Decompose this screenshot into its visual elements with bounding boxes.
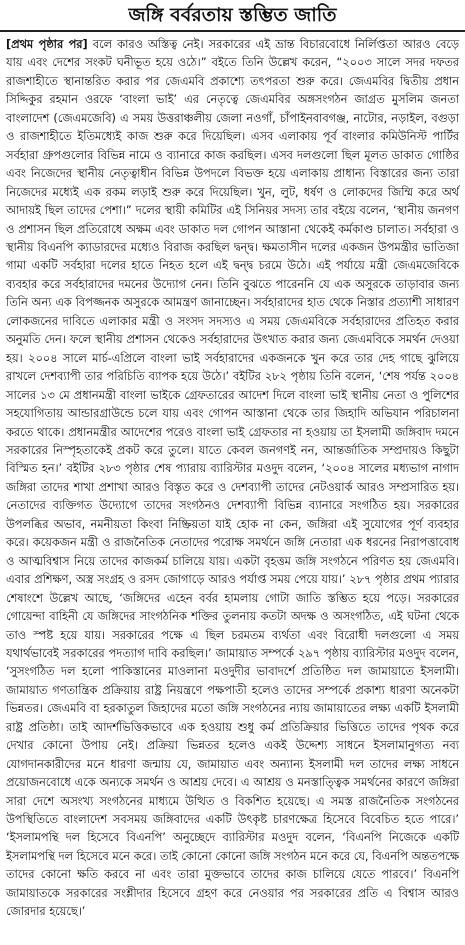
headline: জঙ্গি বর্বরতায় স্তম্ভিত জাতি [128,3,337,26]
headline-box [0,0,465,32]
continued-from-label: [প্রথম পৃষ্ঠার পর] [6,38,88,51]
article-body [6,36,459,922]
article-text: বলে কারও অস্তিত্ব নেই। সরকারের এই ভ্রান্ত বিচারবোধে নির্লিপ্ততা আরও বেড়ে যায় এবং দেশের সংকট ঘনীভূত হয়ে ওঠে।” বইতে তিনি উল্লেখ করেন, “২০০৩ সালে সদর দফতর রাজশাহীতে স্থানান্তরিত করার পর জেএমবি প্রকাশ্যে তৎপরতা শুরু করে। জেএমবির দ্বিতীয় প্রধান সিদ্দিকুর রহমান ওরফে ‘বাংলা ভাই’ এর নেতৃত্বে জেএমবির অঙ্গসংগঠন জাগ্রত মুসলিম জনতা বাংলাদেশ (জেএমজেবি) এ সময় উত্তরাঞ্চলীয় জেলা নওগাঁ, চাঁপাইনবাবগঞ্জ, নাটোর, নড়াইল, বগুড়া ও রাজশাহীতে ইতিমধ্যেই কাজ শুরু করে দিয়েছিল। এসব এলাকায় পূর্ব বাংলার কমিউনিস্ট পার্টির সর্বহারা গ্রুপগুলোর বিভিন্ন নামে ও ব্যানারে কাজ করছিল। এসব দলগুলো ছিল মূলত ডাকাত গোষ্ঠির এবং নিজেদের স্থানীয় নেতৃত্বাধীন বিভিন্ন উপদলে বিভক্ত হয়ে এলাকায় প্রাধান্য বিস্তারের জন্য তারা নিজেদের মধ্যেই এক রকম লড়াই শুরু করে দিয়েছিল। খুন, লুট, ধর্ষণ ও লোকদের জিম্মি করে অর্থ আদায়ই ছিল তাদের পেশা।” দলের স্থায়ী কমিটির এই সিনিয়র সদস্য তার বইয়ে বলেন, ‘স্থানীয় জনগণ ও প্রশাসন ছিল প্রতিরোধে অক্ষম এবং ডাকাত দল গোপন আস্তানা থেকেই কর্মকাণ্ড চালাত। সর্বহারা ও স্থানীয় বিএনপি ক্যাডারদের মধ্যেও বিরাজ করছিল দ্বন্দ্ব। ক্ষমতাসীন দলের একজন উপমন্ত্রীর ভাতিজা গামা একটি সর্বহারা দলের হাতে নিহত হলে এই দ্বন্দ্ব চরমে উঠে। এই পর্যায়ে মন্ত্রী জেএমজেবিকে ব্যবহার করে সর্বহারাদের দমনের উদ্যোগ নেন। তিনি বুঝতে পারেননি যে এক অসুরকে তাড়াবার জন্য তিনি অন্য এক বিপজ্জনক অসুরকে আমন্ত্রণ জানাচ্ছেন। সর্বহারাদের হাত থেকে নিস্তার প্রত্যাশী সাধারণ লোকজনের দাবিতে এলাকার মন্ত্রী ও সংসদ সদস্যও এ সময় জেএমবিকে সর্বহারাদের প্রতিহত করার অনুমতি দেন। ফলে স্থানীয় প্রশাসন থেকেও সর্বহারাদের উৎখাত করার জন্য জেএমবিকে সমর্থন দেওয়া হয়। ২০০৪ সালে মার্চ-এপ্রিলে বাংলা ভাই সর্বহারাদের একজনকে খুন করে তার দেহ গাছে ঝুলিয়ে রাখলে দেশব্যাপী তার পরিচিতি ব্যাপক হয়ে উঠে।’ বইটির ২৮২ পৃষ্ঠায় তিনি বলেন, ‘শেষ পর্যন্ত ২০০৪ সালের ১৩ মে প্রধানমন্ত্রী বাংলা ভাইকে গ্রেফতারের আদেশ দিলে বাংলা ভাই স্থানীয় নেতা ও পুলিশের সহযোগিতায় আন্ডারগ্রাউন্ডে চলে যায় এবং গোপন আস্তানা থেকে তার জিহাদি অভিযান পরিচালনা করতে থাকে। প্রধানমন্ত্রীর আদেশের পরেও বাংলা ভাই গ্রেফতার না হওয়ায় তা ইসলামী জঙ্গিবাদ দমনে সরকারের নিস্পৃহতাকেই প্রকট করে তুলে। যাতে কেবল জনগণই নন, আন্তর্জাতিক সম্প্রদায়ও কিছুটা বিস্মিত হন।’ বইটির ২৮৩ পৃষ্ঠার শেষ প্যারায় ব্যারিস্টার মওদুদ বলেন, ‘২০০৪ সালের মধ্যভাগ নাগাদ জঙ্গিরা তাদের শাখা প্রশাখা আরও বিস্তৃত করে ও দেশব্যাপী তাদের নেটওয়ার্ক আরও সম্প্রসারিত হয়। নেতাদের ব্যক্তিগত উদ্যোগে তাদের সংগঠনও দেশব্যাপী বিভিন্ন ব্যানারে সংগঠিত হয়। সরকারের উপলব্ধির অভাব, নমনীয়তা কিংবা নিষ্ক্রিয়তা যাই হোক না কেন, জঙ্গিরা এই সুযোগের পূর্ণ ব্যবহার করে। কয়েকজন মন্ত্রী ও রাজনৈতিক নেতাদের পরোক্ষ সমর্থনে জঙ্গি নেতারা এক ধরনের নিরাপত্তাবোধ ও আত্মবিশ্বাস নিয়ে তাদের কাজকর্ম চালিয়ে যায়। একটা বৃহত্তম জঙ্গি সংগঠনে পরিণত হয় জেএমবি। এবার প্রশিক্ষণ, অস্ত্র সংগ্রহ ও রসদ জোগাড়ে আরও পর্যাপ্ত সময় পেয়ে যায়।’ ২৮৭ পৃষ্ঠার প্রথম প্যারার শেষাংশে উল্লেখ আছে, ‘জঙ্গিদের এহেন বর্বর হামলায় গোটা জাতি স্তম্ভিত হয়ে পড়ে। সরকারের গোয়েন্দা বাহিনী যে জঙ্গিদের সাংগঠনিক শক্তির তুলনায় কতটা অদক্ষ ও অসংগঠিত, এই ঘটনা থেকে তাও স্পষ্ট হয়ে যায়। সরকারের পক্ষে এ ছিল চরমতম ব্যর্থতা এবং বিরোধী দলগুলো এ সময় যথার্থভাবেই সরকারের পদত্যাগ দাবি করছিল।’ জামায়াত সম্পর্কে ২৯৭ পৃষ্ঠায় ব্যারিস্টার মওদুদ বলেন, ‘সুসংগঠিত দল হলো পাকিস্তানের মাওলানা মওদুদীর ভাবাদর্শে প্রতিষ্ঠিত দল জামায়াতে ইসলামী। জামায়াত গণতান্ত্রিক প্রক্রিয়ায় রাষ্ট্র নিয়ন্ত্রণে পক্ষপাতী হলেও তাদের সম্পর্কে প্রকাশ্য ধারণা অনেকটা ভিন্নতর। জেএমবি বা হরকাতুল জিহাদের মতো জঙ্গি সংগঠনের ন্যায় জামায়াতের লক্ষ্য একটি ইসলামী রাষ্ট্র প্রতিষ্ঠা। তাই আদর্শভিত্তিকভাবে এক হওয়ায় শুধু কর্ম প্রতিক্রিয়ার ভিত্তিতে তাদের পৃথক করে দেখার কোনো উপায় নেই। প্রক্রিয়া ভিন্নতর হলেও একই উদ্দেশ্য সাধনে ইসলামানুগত্য নব্য যোগদানকারীদের মনে ধারণা জন্মায় যে, জামায়াত এবং অন্যান্য ইসলামী দল তাদের লক্ষ্য সাধনে প্রয়োজনবোধে একে অন্যকে সমর্থন ও আশ্রয় দেবে। এ আশ্রয় ও মনস্তাত্ত্বিক সমর্থনের কারণে জঙ্গিরা সারা দেশে অসংখ্য সংগঠনের মাধ্যমে উত্থিত ও বিকশিত হয়েছে। এ সমস্ত রাজনৈতিক সংগঠনের উপস্থিতিতে বাংলাদেশ সবসময় জঙ্গিবাদের একটি উৎকৃষ্ট চারণক্ষেত্র হিসেবে বিবেচিত হতে পারে।’ ‘ইসলামপন্থি দল হিসেবে বিএনপি’ অনুচ্ছেদে ব্যারিস্টার মওদুদ বলেন, ‘বিএনপি নিজেকে একটি ইসলামপন্থি দল হিসেবে মনে করে। তাই কোনো কোনো জঙ্গি সংগঠন মনে করে যে, বিএনপি অন্ততপক্ষে তাদের কোনো ক্ষতি করবে না এবং তারা মুক্তভাবে তাদের কাজ চালিয়ে যেতে পারবে।’ বিএনপি জামায়াতকে সরকারের সংশ্লীদার হিসেবে গ্রহণ করে নেওয়ার পর সরকারের প্রতি এ বিশ্বাস আরও জোরদার হয়েছে।’ [6,38,459,919]
